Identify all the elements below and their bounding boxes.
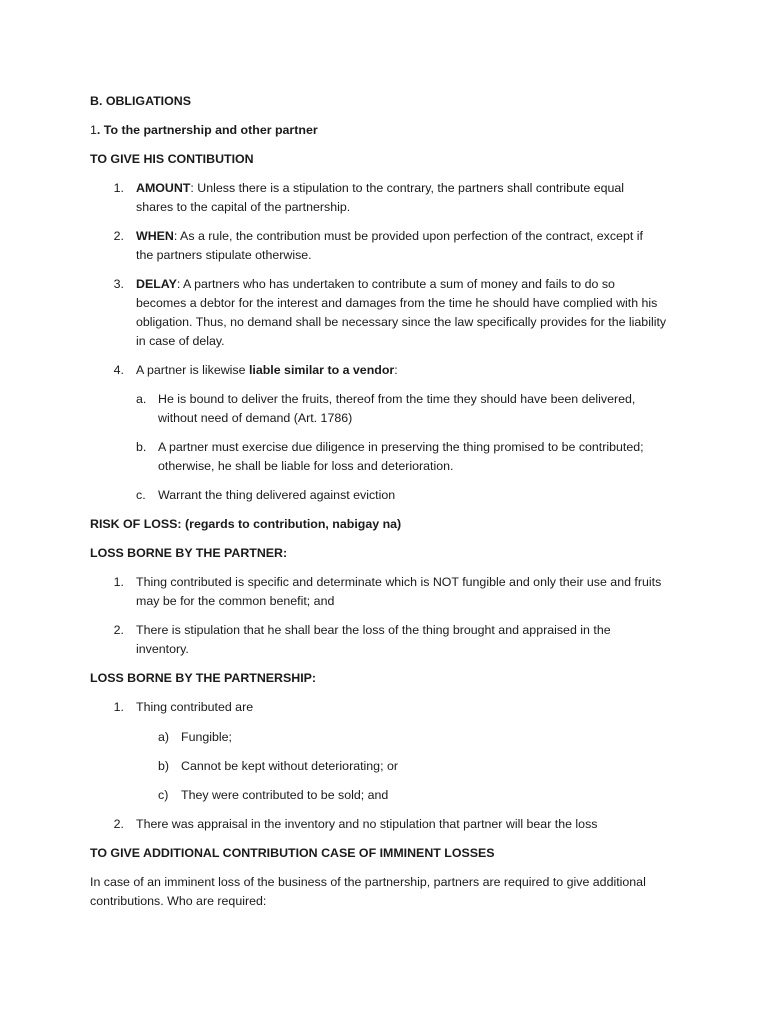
subsection-number: 1 — [90, 123, 97, 137]
sublist-letter: a) — [158, 730, 170, 744]
list-item-text: Thing contributed is specific and determinate which is NOT fungible and only their use and fruits — [136, 575, 662, 589]
list-number: 3. — [113, 277, 124, 291]
risk-heading: RISK OF LOSS: (regards to contribution, nabigay na) — [90, 517, 402, 531]
list-item-amount — [136, 179, 624, 198]
list-number: 2. — [113, 229, 124, 243]
list-item-text: There is stipulation that he shall bear the loss of the thing brought and appraised in the — [136, 623, 611, 637]
item-text-continued: the partners stipulate otherwise. — [136, 248, 312, 262]
item-text-continued: in case of delay. — [136, 334, 225, 348]
sublist-item-text: Cannot be kept without deteriorating; or — [181, 759, 398, 773]
paragraph-text: In case of an imminent loss of the business of the partnership, partners are required to give additional — [90, 875, 646, 889]
list-number: 4. — [113, 363, 124, 377]
list-number: 2. — [113, 817, 124, 831]
list-item-when — [136, 227, 643, 246]
partnership-loss-heading: LOSS BORNE BY THE PARTNERSHIP: — [90, 671, 317, 685]
item-text-continued: becomes a debtor for the interest and damages from the time he should have complied with his — [136, 296, 658, 310]
sublist-item-text: A partner must exercise due diligence in preserving the thing promised to be contributed; — [158, 440, 644, 454]
sublist-item-text: Fungible; — [181, 730, 232, 744]
item-text-continued: shares to the capital of the partnership. — [136, 200, 351, 214]
item-text: : — [394, 363, 398, 377]
item-label: DELAY — [136, 277, 177, 291]
partner-loss-heading: LOSS BORNE BY THE PARTNER: — [90, 546, 288, 560]
item-text: : As a rule, the contribution must be provided upon perfection of the contract, except if — [173, 229, 643, 243]
sublist-letter: b. — [136, 440, 147, 454]
item-text: : A partners who has undertaken to contribute a sum of money and fails to do so — [176, 277, 615, 291]
section-heading: B. OBLIGATIONS — [90, 94, 191, 108]
item-label: WHEN — [136, 229, 174, 243]
additional-contribution-heading: TO GIVE ADDITIONAL CONTRIBUTION CASE OF IMMINENT LOSSES — [90, 846, 495, 860]
list-number: 1. — [113, 575, 124, 589]
sublist-item-text: He is bound to deliver the fruits, thereof from the time they should have been delivered, — [158, 392, 636, 406]
contribution-heading: TO GIVE HIS CONTIBUTION — [90, 152, 254, 166]
list-number: 1. — [113, 700, 124, 714]
list-item-vendor — [136, 361, 398, 380]
item-label: AMOUNT — [136, 181, 191, 195]
sublist-item-text: otherwise, he shall be liable for loss and deterioration. — [158, 459, 454, 473]
item-text-continued: obligation. Thus, no demand shall be necessary since the law specifically provides for the liability — [136, 315, 667, 329]
list-item-delay — [136, 275, 615, 294]
item-text: A partner is likewise — [136, 363, 249, 377]
list-number: 1. — [113, 181, 124, 195]
sublist-item-text: without need of demand (Art. 1786) — [158, 411, 353, 425]
subsection-heading — [90, 121, 318, 140]
list-number: 2. — [113, 623, 124, 637]
item-text: : Unless there is a stipulation to the contrary, the partners shall contribute equal — [190, 181, 625, 195]
item-emphasis: liable similar to a vendor — [248, 363, 395, 377]
sublist-item-text: They were contributed to be sold; and — [181, 788, 389, 802]
sublist-letter: c) — [158, 788, 169, 802]
sublist-letter: b) — [158, 759, 170, 773]
sublist-item-text: Warrant the thing delivered against eviction — [158, 488, 396, 502]
item-text-continued: may be for the common benefit; and — [136, 594, 335, 608]
item-text-continued: inventory. — [136, 642, 189, 656]
list-item-text: There was appraisal in the inventory and no stipulation that partner will bear the loss — [136, 817, 598, 831]
paragraph-text: contributions. Who are required: — [90, 894, 267, 908]
list-item-text: Thing contributed are — [136, 700, 254, 714]
sublist-letter: a. — [136, 392, 147, 406]
subsection-title: . To the partnership and other partner — [96, 123, 318, 137]
sublist-letter: c. — [136, 488, 146, 502]
